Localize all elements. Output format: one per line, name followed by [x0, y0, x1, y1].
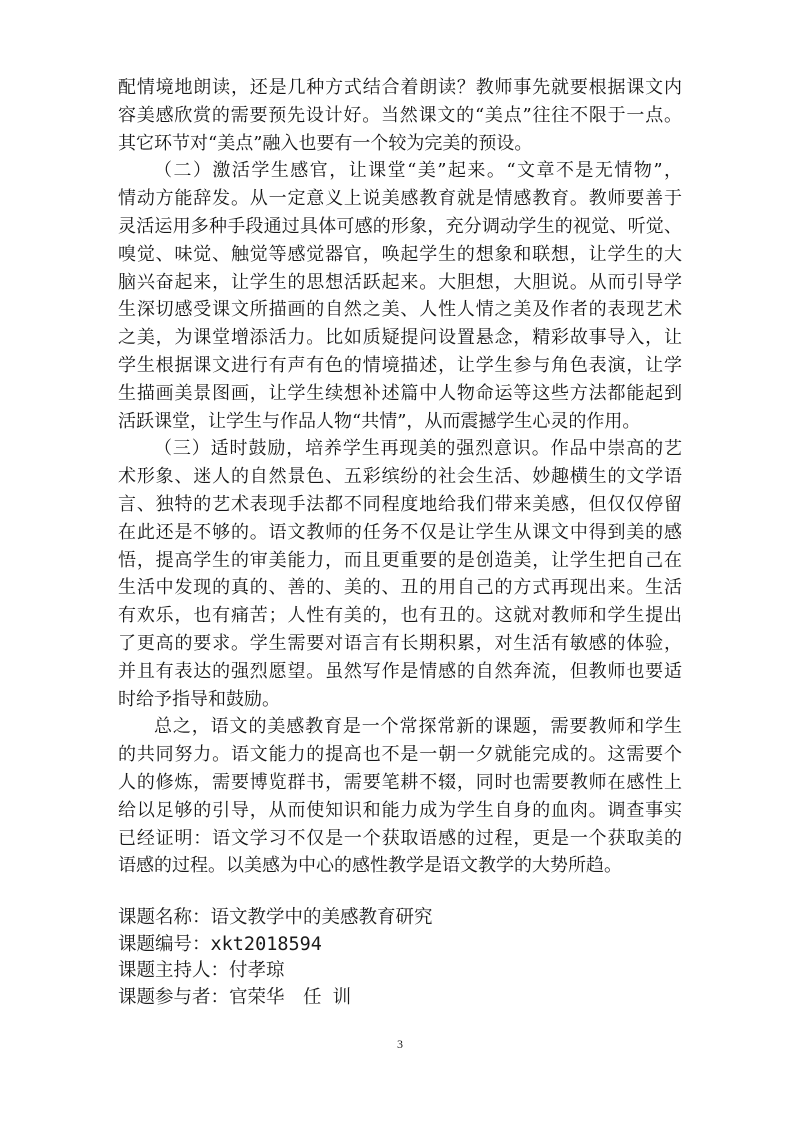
- body-line: 生深切感受课文所描画的自然之美、人性人情之美及作者的表现艺术: [118, 299, 682, 321]
- body-line: （二）激活学生感官，让课堂“美”起来。“文章不是无情物”，: [154, 160, 682, 182]
- body-line: 并且有表达的强烈愿望。虽然写作是情感的自然奔流，但教师也要适: [118, 660, 682, 682]
- project-host-line: [118, 958, 433, 985]
- body-line: 时给予指导和鼓励。: [118, 688, 280, 710]
- body-line: 生描画美景图画，让学生续想补述篇中人物命运等这些方法都能起到: [118, 382, 682, 404]
- body-line: 灵活运用多种手段通过具体可感的形象，充分调动学生的视觉、听觉、: [118, 215, 682, 237]
- body-line: 人的修炼，需要博览群书，需要笔耕不辍，同时也需要教师在感性上: [118, 771, 682, 793]
- info-label: 课题参与者：: [118, 987, 230, 1009]
- body-line: 语感的过程。以美感为中心的感性教学是语文教学的大势所趋。: [118, 855, 622, 877]
- page-number: 3: [397, 1037, 403, 1051]
- paragraph: [118, 435, 682, 713]
- body-line: 有欢乐，也有痛苦；人性有美的，也有丑的。这就对教师和学生提出: [118, 605, 682, 627]
- body-line: 之美，为课堂增添活力。比如质疑提问设置悬念，精彩故事导入，让: [118, 327, 682, 349]
- body-line: 嗅觉、味觉、触觉等感觉器官，唤起学生的想象和联想，让学生的大: [118, 243, 682, 265]
- body-line: 学生根据课文进行有声有色的情境描述，让学生参与角色表演，让学: [118, 354, 682, 376]
- body-line: 在此还是不够的。语文教师的任务不仅是让学生从课文中得到美的感: [118, 521, 682, 543]
- info-label: 课题编号：: [118, 933, 211, 955]
- body-line: 给以足够的引导，从而使知识和能力成为学生自身的血肉。调查事实: [118, 799, 682, 821]
- body-line: 容美感欣赏的需要预先设计好。当然课文的“美点”往往不限于一点。: [118, 104, 682, 126]
- body-line: 总之，语文的美感教育是一个常探常新的课题，需要教师和学生: [154, 716, 682, 738]
- project-name-value: 语文教学中的美感教育研究: [210, 907, 433, 928]
- body-line: 活跃课堂，让学生与作品人物“共情”，从而震撼学生心灵的作用。: [118, 410, 641, 432]
- document-body: [118, 74, 682, 880]
- project-members-value: 官荣华 任 训: [229, 987, 352, 1009]
- project-host-value: 付孝琼: [229, 960, 285, 982]
- project-members-line: [118, 985, 433, 1012]
- body-line: 术形象、迷人的自然景色、五彩缤纷的社会生活、妙趣横生的文学语: [118, 466, 682, 488]
- project-number-value: xkt2018594: [210, 933, 322, 955]
- body-line: 生活中发现的真的、善的、美的、丑的用自己的方式再现出来。生活: [118, 577, 682, 599]
- info-label: 课题名称：: [118, 907, 211, 928]
- body-line: 情动方能辞发。从一定意义上说美感教育就是情感教育。教师要善于: [118, 188, 682, 210]
- info-label: 课题主持人：: [118, 960, 230, 982]
- body-line: 了更高的要求。学生需要对语言有长期积累，对生活有敏感的体验，: [118, 632, 682, 654]
- paragraph: [118, 74, 682, 157]
- paragraph: [118, 713, 682, 880]
- body-line: 的共同努力。语文能力的提高也不是一朝一夕就能完成的。这需要个: [118, 744, 682, 766]
- paragraph: [118, 157, 682, 435]
- project-number-line: [118, 932, 433, 959]
- body-line: 悟，提高学生的审美能力，而且更重要的是创造美，让学生把自己在: [118, 549, 682, 571]
- body-line: （三）适时鼓励，培养学生再现美的强烈意识。作品中崇高的艺: [154, 438, 682, 460]
- body-line: 其它环节对“美点”融入也要有一个较为完美的预设。: [118, 132, 533, 154]
- body-line: 已经证明：语文学习不仅是一个获取语感的过程，更是一个获取美的: [118, 827, 682, 849]
- body-line: 言、独特的艺术表现手法都不同程度地给我们带来美感，但仅仅停留: [118, 493, 682, 515]
- body-line: 配情境地朗读，还是几种方式结合着朗读？教师事先就要根据课文内: [118, 77, 682, 98]
- project-name-line: [118, 905, 433, 932]
- project-info: [118, 905, 433, 1012]
- body-line: 脑兴奋起来，让学生的思想活跃起来。大胆想，大胆说。从而引导学: [118, 271, 682, 293]
